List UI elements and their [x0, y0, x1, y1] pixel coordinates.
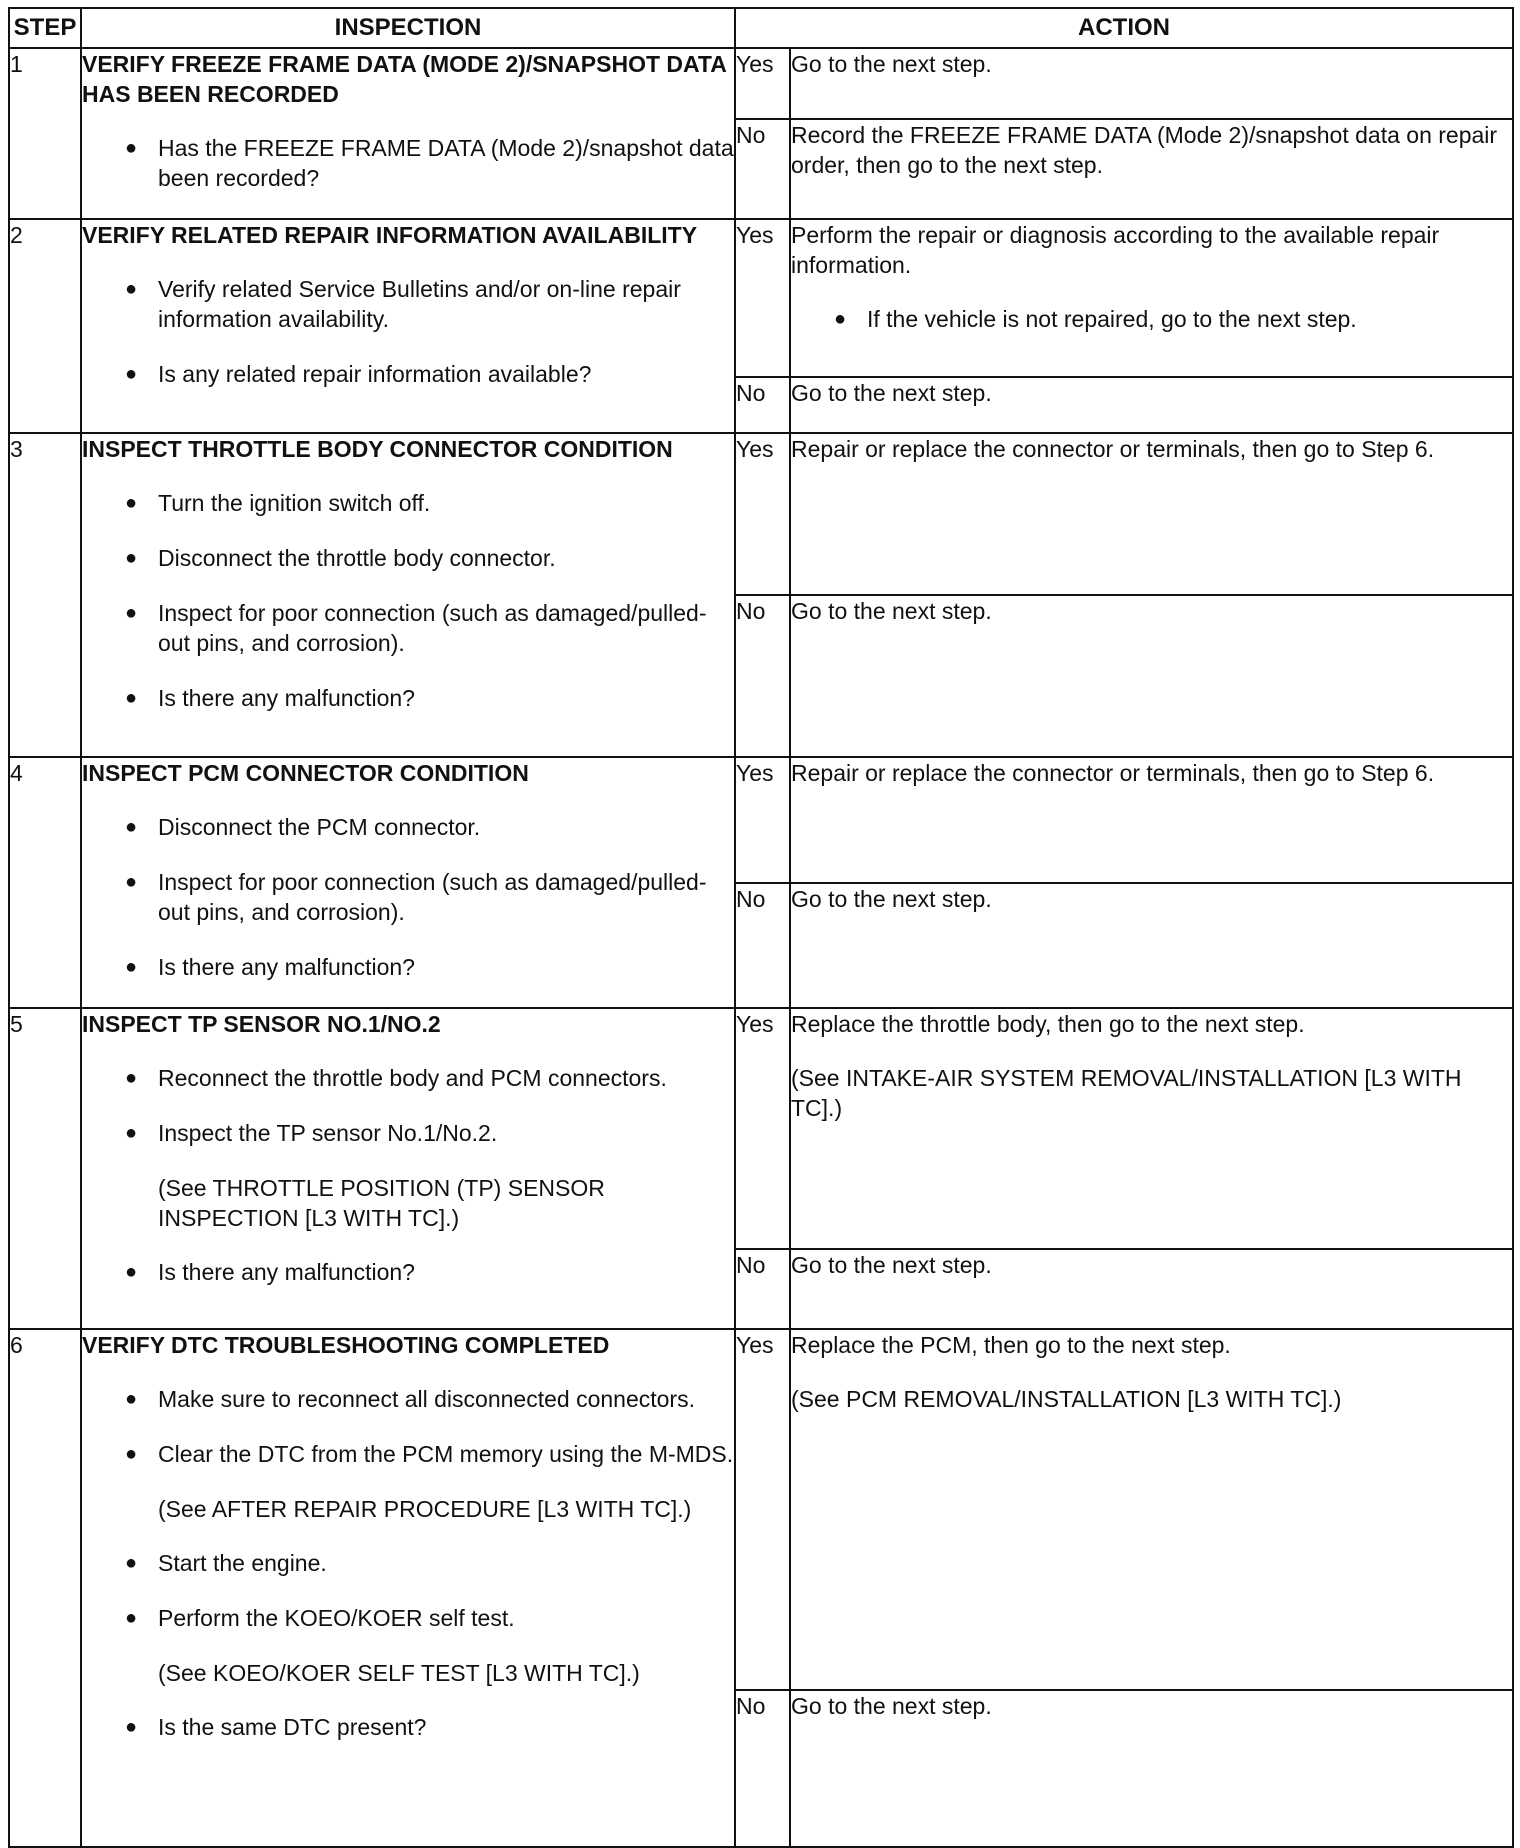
step-row-1 [9, 48, 1513, 119]
inspection-bullet-item: ● Reconnect the throttle body and PCM connectors. [82, 1063, 734, 1093]
step-number: 5 [9, 1008, 81, 1329]
step-number: 4 [9, 757, 81, 1008]
diagnostic-procedure-table [8, 7, 1514, 1848]
step-number: 1 [9, 48, 81, 219]
no-action-cell [790, 377, 1513, 433]
action-text: Replace the throttle body, then go to the next step. [791, 1011, 1305, 1037]
action-text: (See INTAKE-AIR SYSTEM REMOVAL/INSTALLATION [L3 WITH TC].) [791, 1065, 1462, 1121]
step-column-header: STEP [9, 8, 81, 48]
action-text: Repair or replace the connector or terminals, then go to Step 6. [791, 436, 1435, 462]
step-row-3 [9, 433, 1513, 595]
inspection-cell [81, 219, 735, 433]
inspection-cell [81, 757, 735, 1008]
no-action-cell [790, 1690, 1513, 1847]
yes-action-cell [790, 433, 1513, 595]
no-label: No [735, 377, 790, 433]
inspection-title: INSPECT PCM CONNECTOR CONDITION [82, 760, 529, 786]
inspection-bullet-item: ● Inspect for poor connection (such as damaged/pulled-out pins, and corrosion). [82, 867, 734, 927]
no-label: No [735, 1249, 790, 1329]
yes-label: Yes [735, 433, 790, 595]
action-text: Go to the next step. [791, 380, 992, 406]
action-column-header: ACTION [735, 8, 1513, 48]
action-text: Replace the PCM, then go to the next step. [791, 1332, 1231, 1358]
inspection-bullet-item: ● Is there any malfunction? [82, 1257, 734, 1287]
yes-action-cell [790, 219, 1513, 377]
no-label: No [735, 1690, 790, 1847]
header-row [9, 8, 1513, 48]
inspection-reference: (See KOEO/KOER SELF TEST [L3 WITH TC].) [158, 1660, 640, 1686]
action-text: Go to the next step. [791, 1693, 992, 1719]
inspection-reference: (See THROTTLE POSITION (TP) SENSOR INSPECTION [L3 WITH TC].) [158, 1175, 605, 1231]
inspection-bullet-item: ● Has the FREEZE FRAME DATA (Mode 2)/snapshot data been recorded? [82, 133, 734, 193]
yes-label: Yes [735, 757, 790, 883]
no-label: No [735, 595, 790, 757]
inspection-reference: (See AFTER REPAIR PROCEDURE [L3 WITH TC].) [158, 1496, 692, 1522]
inspection-bullet-item: ● Disconnect the PCM connector. [82, 812, 734, 842]
no-action-cell [790, 1249, 1513, 1329]
inspection-bullet-item: ● Is any related repair information available? [82, 359, 734, 389]
step-row-4 [9, 757, 1513, 883]
inspection-bullet-item: ● Is the same DTC present? [82, 1712, 734, 1742]
yes-action-cell [790, 48, 1513, 119]
action-text: Go to the next step. [791, 1252, 992, 1278]
yes-action-cell [790, 1008, 1513, 1249]
no-action-cell [790, 595, 1513, 757]
no-label: No [735, 883, 790, 1008]
inspection-title: VERIFY RELATED REPAIR INFORMATION AVAILABILITY [82, 222, 698, 248]
action-bullet-item: ● If the vehicle is not repaired, go to the next step. [791, 304, 1512, 334]
step-row-5 [9, 1008, 1513, 1249]
inspection-title: INSPECT THROTTLE BODY CONNECTOR CONDITION [82, 436, 673, 462]
inspection-column-header: INSPECTION [81, 8, 735, 48]
inspection-bullet-item: ● Perform the KOEO/KOER self test. [82, 1603, 734, 1633]
yes-action-cell [790, 1329, 1513, 1690]
action-text: Go to the next step. [791, 598, 992, 624]
inspection-cell [81, 48, 735, 219]
inspection-title: INSPECT TP SENSOR NO.1/NO.2 [82, 1011, 441, 1037]
step-row-2 [9, 219, 1513, 377]
action-text: Go to the next step. [791, 51, 992, 77]
inspection-cell [81, 1329, 735, 1847]
yes-label: Yes [735, 1008, 790, 1249]
inspection-bullet-item: ● Inspect the TP sensor No.1/No.2. [82, 1118, 734, 1148]
inspection-bullet-item: ● Is there any malfunction? [82, 683, 734, 713]
inspection-title: VERIFY DTC TROUBLESHOOTING COMPLETED [82, 1332, 610, 1358]
action-text: Go to the next step. [791, 886, 992, 913]
action-text: (See PCM REMOVAL/INSTALLATION [L3 WITH TC].) [791, 1386, 1342, 1412]
no-action-cell [790, 119, 1513, 219]
step-row-6 [9, 1329, 1513, 1690]
inspection-bullet-item: ● Make sure to reconnect all disconnected connectors. [82, 1384, 734, 1414]
inspection-cell [81, 1008, 735, 1329]
inspection-bullet-item: ● Inspect for poor connection (such as damaged/pulled-out pins, and corrosion). [82, 598, 734, 658]
yes-action-cell [790, 757, 1513, 883]
action-text: Repair or replace the connector or terminals, then go to Step 6. [791, 760, 1435, 786]
inspection-bullet-item: ● Turn the ignition switch off. [82, 488, 734, 518]
yes-label: Yes [735, 1329, 790, 1690]
step-number: 2 [9, 219, 81, 433]
step-number: 6 [9, 1329, 81, 1847]
yes-label: Yes [735, 219, 790, 377]
inspection-bullet-item: ● Is there any malfunction? [82, 952, 734, 982]
inspection-bullet-item: ● Disconnect the throttle body connector. [82, 543, 734, 573]
no-action-cell [790, 883, 1513, 1008]
action-text: Perform the repair or diagnosis according to the available repair information. [791, 222, 1440, 278]
step-number: 3 [9, 433, 81, 757]
no-label: No [735, 119, 790, 219]
steps-body [9, 48, 1513, 1847]
inspection-title: VERIFY FREEZE FRAME DATA (MODE 2)/SNAPSHOT DATA HAS BEEN RECORDED [82, 51, 727, 107]
inspection-cell [81, 433, 735, 757]
inspection-bullet-item: ● Clear the DTC from the PCM memory using the M-MDS. [82, 1439, 734, 1469]
action-text: Record the FREEZE FRAME DATA (Mode 2)/snapshot data on repair order, then go to the next step. [791, 121, 1498, 178]
inspection-bullet-item: ● Verify related Service Bulletins and/or on-line repair information availability. [82, 274, 734, 334]
yes-label: Yes [735, 48, 790, 119]
inspection-bullet-item: ● Start the engine. [82, 1548, 734, 1578]
